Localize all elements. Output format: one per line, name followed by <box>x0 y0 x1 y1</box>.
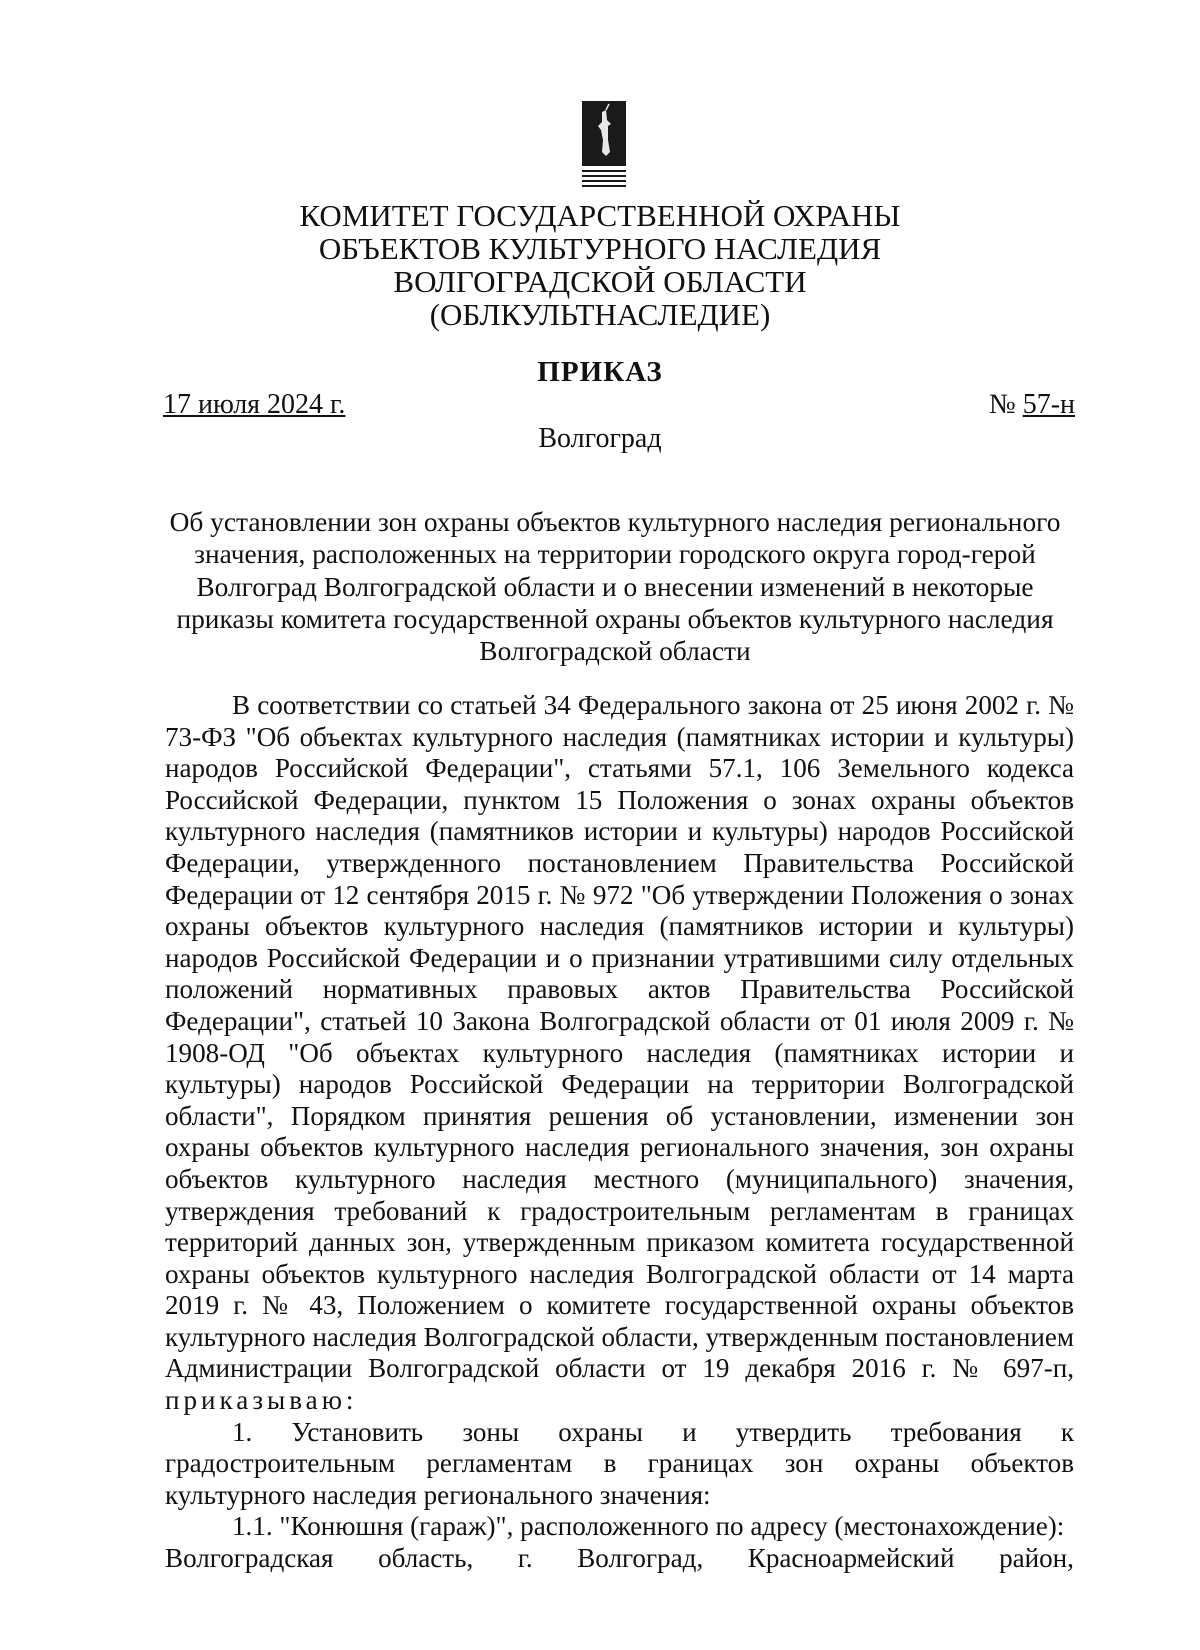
order-body <box>165 690 1074 1575</box>
address-word: Волгоград, <box>577 1543 704 1574</box>
preamble-paragraph <box>165 690 1074 1417</box>
org-line: КОМИТЕТ ГОСУДАРСТВЕННОЙ ОХРАНЫ <box>299 198 901 233</box>
item-1-paragraph: 1. Установить зоны охраны и утвердить требования к градостроительным регламентам в границах зон охраны объектов культурного наследия регионального значения: <box>165 1416 1074 1510</box>
organization-name <box>250 199 950 331</box>
order-number-value: 57-н <box>1022 389 1075 420</box>
org-line: ОБЪЕКТОВ КУЛЬТУРНОГО НАСЛЕДИЯ <box>318 231 882 266</box>
order-number-prefix: № <box>988 389 1023 420</box>
address-word: Красноармейский <box>747 1543 955 1574</box>
address-word: район, <box>999 1543 1074 1574</box>
decree-word: приказываю: <box>165 1385 358 1416</box>
address-word: Волгоградская <box>165 1543 334 1574</box>
order-number <box>989 389 1075 421</box>
address-word: г. <box>517 1543 533 1574</box>
order-date: 17 июля 2024 г. <box>163 389 346 420</box>
org-line: ВОЛГОГРАДСКОЙ ОБЛАСТИ <box>393 264 807 299</box>
preamble-text: В соответствии со статьей 34 Федерального закона от 25 июня 2002 г. № 73-ФЗ "Об объектах культурного наследия (памятниках истории и культуры) народов Российской Федерации", статьями 57.1, 106 Земельного кодекса Российской Федерации, пунктом 15 Положения о зонах охраны объектов культурного наследия (памятников истории и культуры) народов Российской Федерации, утвержденного постановлением Правительства Российской Федерации от 12 сентября 2015 г. № 972 "Об утверждении Положения о зонах охраны объектов культурного наследия (памятников истории и культуры) народов Российской Федерации и о признании утратившими силу отдельных положений нормативных правовых актов Правительства Российской Федерации", статьей 10 Закона Волгоградской области от 01 июля 2009 г. № 1908-ОД "Об объектах культурного наследия (памятниках истории и культуры) народов Российской Федерации на территории Волгоградской области", Порядком принятия решения об установлении, изменении зон охраны объектов культурного наследия регионального значения, зон охраны объектов культурного наследия местного (муниципального) значения, утверждения требований к градостроительным регламентам в границах территорий данных зон, утвержденным приказом комитета государственной охраны объектов культурного наследия Волгоградской области от 14 марта 2019 г. № 43, Положением о комитете государственной охраны объектов культурного наследия Волгоградской области, утвержденным постановлением Администрации Волгоградской области от 19 декабря 2016 г. № 697-п, <box>165 690 1074 1384</box>
order-subject: Об установлении зон охраны объектов культурного наследия регионального значения, расположенных на территории городского округа город-герой Волгоград Волгоградской области и о внесении изменений в некоторые приказы комитета государственной охраны объектов культурного наследия Волгоградской области <box>169 507 1061 667</box>
item-1-1-continuation <box>165 1543 1074 1575</box>
order-title: ПРИКАЗ <box>537 356 663 388</box>
item-1-1-paragraph: 1.1. "Конюшня (гараж)", расположенного по адресу (местонахождение): <box>232 1511 1065 1542</box>
address-word: область, <box>378 1543 474 1574</box>
coat-of-arms-icon <box>581 100 627 190</box>
order-city: Волгоград <box>538 423 662 454</box>
org-line: (ОБЛКУЛЬТНАСЛЕДИЕ) <box>429 297 771 332</box>
